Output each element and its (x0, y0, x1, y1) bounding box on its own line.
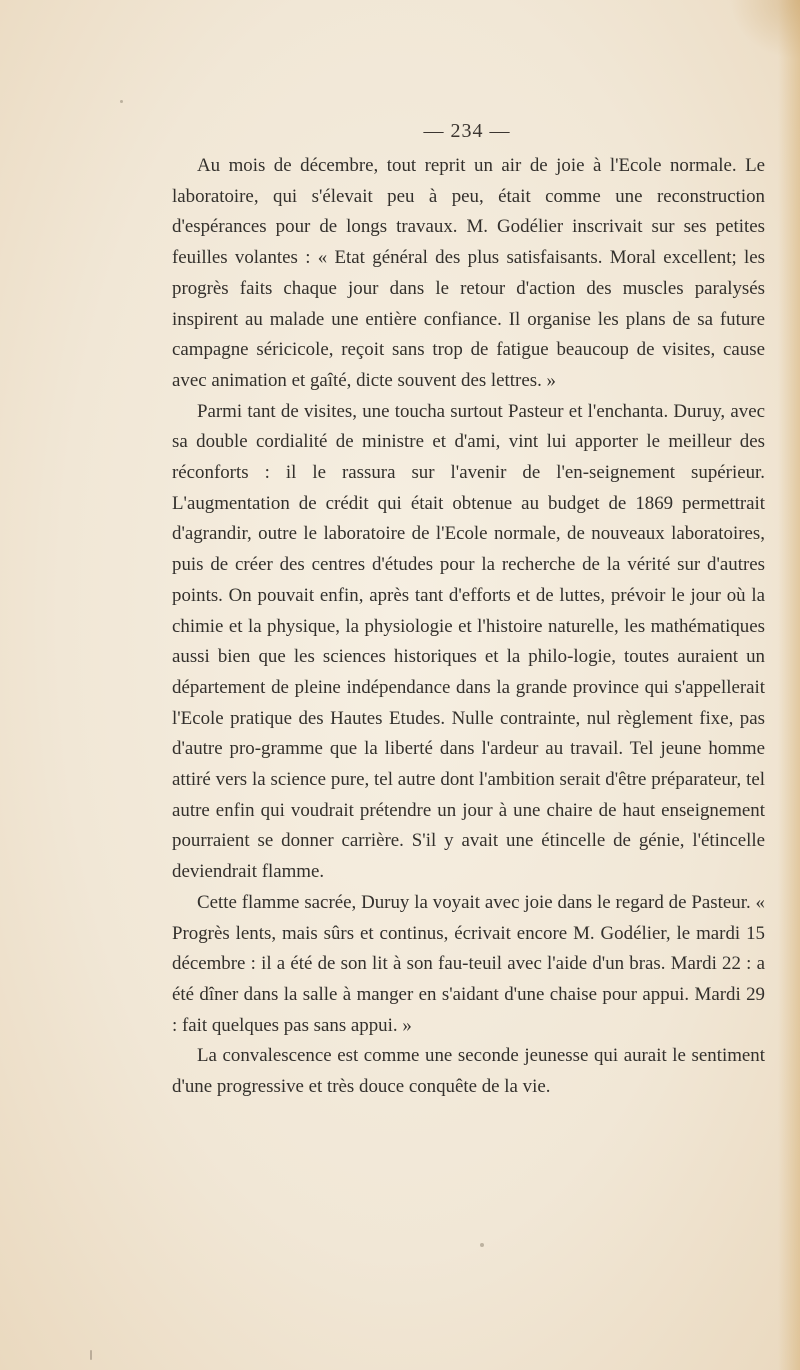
paragraph-3: Cette flamme sacrée, Duruy la voyait avec joie dans le regard de Pasteur. « Progrès lents, mais sûrs et continus, écrivait encore M. Godélier, le mardi 15 décembre : il a été de son lit à son fau-teuil avec l'aide d'un bras. Mardi 22 : a été dîner dans la salle à manger en s'aidant d'une chaise pour appui. Mardi 29 : fait quelques pas sans appui. » (172, 891, 765, 1036)
paragraph-4: La convalescence est comme une seconde jeunesse qui aurait le sentiment d'une progressive et très douce conquête de la vie. (172, 1045, 765, 1098)
paper-speck (90, 1350, 92, 1360)
page-number: — 234 — (423, 120, 511, 142)
paragraph-2: Parmi tant de visites, une toucha surtout Pasteur et l'enchanta. Duruy, avec sa double cordialité de ministre et d'ami, vint lui apporter le meilleur des réconforts : il le rassura sur l'avenir de l'en-seignement supérieur. L'augmentation de crédit qui était obtenue au budget de 1869 permettrait d'agrandir, outre le laboratoire de l'Ecole normale, de nouveaux laboratoires, puis de créer des centres d'études pour la recherche de la vérité sur d'autres points. On pouvait enfin, après tant d'efforts et de luttes, prévoir le jour où la chimie et la physique, la physiologie et l'histoire naturelle, les mathématiques aussi bien que les sciences historiques et la philo-logie, toutes auraient un département de pleine indépendance dans la grande province qui s'appellerait l'Ecole pratique des Hautes Etudes. Nulle contrainte, nul règlement fixe, pas d'autre pro-gramme que la liberté dans l'ardeur au travail. Tel jeune homme attiré vers la science pure, tel autre dont l'ambition serait d'être préparateur, tel autre enfin qui voudrait prétendre un jour à une chaire de haut enseignement pourraient se donner carrière. S'il y avait une étincelle de génie, l'étincelle deviendrait flamme. (172, 400, 765, 883)
body-text (172, 151, 765, 1103)
paper-speck (480, 1243, 484, 1247)
page-corner-stain (730, 0, 800, 60)
paragraph-1: Au mois de décembre, tout reprit un air de joie à l'Ecole normale. Le laboratoire, qui s'élevait peu à peu, était comme une reconstruction d'espérances pour de longs travaux. M. Godélier inscrivait sur ses petites feuilles volantes : « Etat général des plus satisfaisants. Moral excellent; les progrès faits chaque jour dans le retour d'action des muscles paralysés inspirent au malade une entière confiance. Il organise les plans de sa future campagne séricicole, reçoit sans trop de fatigue beaucoup de visites, cause avec animation et gaîté, dicte souvent des lettres. » (172, 155, 765, 391)
page-edge-shadow (778, 0, 800, 1370)
paper-speck (120, 100, 123, 103)
